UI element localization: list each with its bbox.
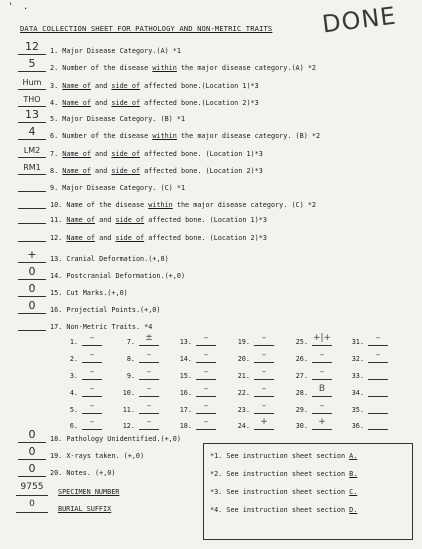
trait-number: 27. <box>295 372 308 380</box>
trait-number: 4. <box>69 389 78 397</box>
trait-line <box>82 345 102 346</box>
question-text-part: Cut Marks.(+,0) <box>66 289 128 297</box>
trait-item <box>126 350 159 365</box>
answer-line <box>18 313 46 314</box>
trait-line <box>368 345 388 346</box>
trait-line <box>312 379 332 380</box>
trait-item <box>351 404 388 416</box>
answer-value: 0 <box>28 265 36 278</box>
trait-item <box>69 401 102 416</box>
question-text-part: side of <box>111 167 141 175</box>
footnote-mark: *3. <box>210 488 227 496</box>
trait-line <box>196 429 216 430</box>
question-text-part: affected bone.(Location 2)*3 <box>140 99 259 107</box>
answer-line <box>18 174 46 175</box>
answer-value: 5 <box>28 57 36 70</box>
trait-item <box>179 367 216 382</box>
trait-item <box>295 333 332 348</box>
trait-item <box>69 384 102 399</box>
question-number: 8. <box>50 167 63 175</box>
answer-value: Hum <box>22 78 42 87</box>
question-text-part: side of <box>111 150 141 158</box>
answer-value: 0 <box>28 299 36 312</box>
question-number: 12. <box>50 234 67 242</box>
answer-value: 0 <box>28 428 36 441</box>
burial-suffix-line <box>16 512 48 513</box>
question-number: 1. <box>50 47 63 55</box>
footnote <box>210 452 357 460</box>
trait-number: 19. <box>237 338 250 346</box>
trait-number: 2. <box>69 355 78 363</box>
answer-line <box>18 208 46 209</box>
trait-mark: – <box>203 384 209 394</box>
trait-line <box>368 362 388 363</box>
trait-number: 6. <box>69 422 78 430</box>
trait-number: 13. <box>179 338 192 346</box>
trait-item <box>179 333 216 348</box>
question-text: 18. Pathology Unidentified.(+,0) <box>50 435 181 443</box>
trait-number: 31. <box>351 338 364 346</box>
trait-mark: – <box>89 417 95 427</box>
trait-item <box>179 384 216 399</box>
trait-line <box>368 379 388 380</box>
answer-line <box>18 54 46 55</box>
trait-number: 30. <box>295 422 308 430</box>
trait-mark: B <box>318 384 326 394</box>
answer-value: LM2 <box>23 146 41 155</box>
question-text <box>50 99 259 107</box>
answer-line <box>18 262 46 263</box>
answer-line <box>18 191 46 192</box>
question-number: 3. <box>50 82 63 90</box>
trait-item <box>351 333 388 348</box>
answer-line <box>18 106 46 107</box>
trait-item <box>351 420 388 432</box>
burial-suffix-label: BURIAL SUFFIX <box>58 505 112 513</box>
trait-mark: – <box>319 401 325 411</box>
trait-item <box>351 387 388 399</box>
trait-line <box>196 379 216 380</box>
question-text-part: Name of <box>62 150 91 158</box>
trait-mark: – <box>146 350 152 360</box>
question-text-part: side of <box>115 216 145 224</box>
trait-mark: – <box>203 367 209 377</box>
question-text-part: Cranial Deformation.(+,0) <box>66 255 169 263</box>
trait-mark: ± <box>145 333 153 343</box>
trait-number: 9. <box>126 372 135 380</box>
trait-number: 24. <box>237 422 250 430</box>
trait-line <box>254 396 274 397</box>
trait-line <box>254 429 274 430</box>
footnote-section: D. <box>349 506 358 514</box>
trait-item <box>237 384 274 399</box>
specimen-number-value: 9755 <box>20 482 44 492</box>
trait-item <box>126 367 159 382</box>
question-text <box>50 272 185 280</box>
trait-item <box>295 350 332 365</box>
question-text <box>50 184 185 192</box>
trait-line <box>312 345 332 346</box>
answer-value: RM1 <box>23 163 41 172</box>
trait-number: 10. <box>122 389 135 397</box>
trait-item <box>295 384 332 399</box>
question-text-part: side of <box>111 82 141 90</box>
answer-line <box>18 476 46 477</box>
pencil-ticks: ' . <box>8 2 31 12</box>
trait-number: 12. <box>122 422 135 430</box>
footnote <box>210 488 357 496</box>
trait-line <box>196 396 216 397</box>
trait-mark: – <box>89 333 95 343</box>
question-text-part: the major disease category.(A) *2 <box>176 64 317 72</box>
question-text-part: Major Disease Category. (C) *1 <box>62 184 186 192</box>
answer-line <box>18 157 46 158</box>
footnote-section: C. <box>349 488 358 496</box>
footnote-section: A. <box>349 452 358 460</box>
trait-line <box>82 429 102 430</box>
question-text-part: Name of <box>62 99 91 107</box>
question-text-part: within <box>152 132 177 140</box>
answer-value: THO <box>23 95 41 104</box>
question-text-part: Projectial Points.(+,0) <box>66 306 161 314</box>
trait-item <box>122 417 159 432</box>
question-text <box>50 167 263 175</box>
trait-number: 22. <box>237 389 250 397</box>
trait-mark: + <box>318 417 326 427</box>
answer-value: 12 <box>25 40 39 53</box>
question-text-part: Number of the disease <box>62 64 153 72</box>
question-text-part: Non-Metric Traits. *4 <box>66 323 153 331</box>
answer-line <box>18 279 46 280</box>
question-text-part: affected bone.(Location 1)*3 <box>140 82 259 90</box>
question-number: 14. <box>50 272 67 280</box>
question-number: 15. <box>50 289 67 297</box>
trait-item <box>69 417 102 432</box>
question-text <box>50 323 152 331</box>
trait-item <box>295 367 332 382</box>
answer-value: 0 <box>28 462 36 475</box>
trait-item <box>351 350 388 365</box>
trait-number: 20. <box>237 355 250 363</box>
trait-number: 7. <box>126 338 135 346</box>
trait-number: 21. <box>237 372 250 380</box>
trait-number: 11. <box>122 406 135 414</box>
question-text <box>50 64 316 72</box>
trait-number: 15. <box>179 372 192 380</box>
question-text-part: Name of <box>66 234 96 242</box>
question-text-part: the major disease category. (C) *2 <box>172 201 317 209</box>
trait-line <box>196 362 216 363</box>
footnote-section: B. <box>349 470 358 478</box>
trait-mark: – <box>89 401 95 411</box>
trait-item <box>179 417 216 432</box>
footnote-mark: *4. <box>210 506 227 514</box>
question-text-part: within <box>152 64 177 72</box>
trait-item <box>122 401 159 416</box>
trait-line <box>254 379 274 380</box>
question-number: 16. <box>50 306 67 314</box>
trait-mark: – <box>319 367 325 377</box>
question-number: 13. <box>50 255 67 263</box>
trait-item <box>237 417 274 432</box>
trait-number: 28. <box>295 389 308 397</box>
trait-line <box>254 362 274 363</box>
trait-mark: – <box>203 333 209 343</box>
specimen-number-label: SPECIMEN NUMBER <box>58 488 120 496</box>
trait-line <box>368 396 388 397</box>
trait-line <box>312 429 332 430</box>
specimen-number-line <box>16 495 48 496</box>
done-stamp: DONE <box>320 1 398 39</box>
question-text <box>50 47 181 55</box>
trait-mark: – <box>203 417 209 427</box>
trait-line <box>139 362 159 363</box>
trait-number: 17. <box>179 406 192 414</box>
trait-mark: – <box>146 367 152 377</box>
answer-line <box>18 122 46 123</box>
trait-mark: – <box>203 350 209 360</box>
answer-value: 4 <box>28 125 36 138</box>
question-number: 5. <box>50 115 63 123</box>
answer-line <box>18 296 46 297</box>
question-text-part: and <box>90 150 112 158</box>
trait-number: 3. <box>69 372 78 380</box>
trait-item <box>69 367 102 382</box>
trait-number: 35. <box>351 406 364 414</box>
footnote-text: See instruction sheet section <box>226 488 350 496</box>
question-text-part: Name of <box>66 216 96 224</box>
trait-mark: +|+ <box>312 333 332 343</box>
trait-mark: – <box>375 350 381 360</box>
question-text-part: Major Disease Category. (B) *1 <box>62 115 186 123</box>
trait-number: 34. <box>351 389 364 397</box>
question-text-part: affected bone. (Location 2)*3 <box>144 234 267 242</box>
trait-item <box>295 417 332 432</box>
trait-line <box>139 413 159 414</box>
trait-item <box>351 370 388 382</box>
trait-mark: – <box>146 384 152 394</box>
question-text-part: and <box>95 234 116 242</box>
question-text <box>50 132 320 140</box>
question-text-part: the major disease category. (B) *2 <box>176 132 321 140</box>
trait-mark: – <box>375 333 381 343</box>
question-text-part: Major Disease Category.(A) *1 <box>62 47 181 55</box>
trait-mark: – <box>146 401 152 411</box>
question-text-part: side of <box>111 99 141 107</box>
question-number: 4. <box>50 99 63 107</box>
question-text-part: Name of the disease <box>66 201 149 209</box>
footnote-text: See instruction sheet section <box>226 470 350 478</box>
trait-number: 18. <box>179 422 192 430</box>
footnote-mark: *2. <box>210 470 227 478</box>
trait-mark: + <box>260 417 268 427</box>
question-text-part: Number of the disease <box>62 132 153 140</box>
trait-item <box>237 350 274 365</box>
footnote <box>210 506 357 514</box>
answer-line <box>18 241 46 242</box>
question-text: 19. X-rays taken. (+,0) <box>50 452 145 460</box>
trait-line <box>254 413 274 414</box>
footnote <box>210 470 357 478</box>
trait-number: 14. <box>179 355 192 363</box>
question-text <box>50 115 185 123</box>
trait-mark: – <box>89 367 95 377</box>
answer-value: + <box>27 248 37 261</box>
trait-number: 29. <box>295 406 308 414</box>
trait-line <box>312 362 332 363</box>
burial-suffix-value: 0 <box>29 499 35 509</box>
question-text <box>50 289 128 297</box>
question-number: 6. <box>50 132 63 140</box>
trait-mark: – <box>319 350 325 360</box>
question-text-part: and <box>90 82 112 90</box>
trait-number: 16. <box>179 389 192 397</box>
answer-line <box>18 459 46 460</box>
trait-number: 26. <box>295 355 308 363</box>
trait-mark: – <box>261 350 267 360</box>
question-text <box>50 201 316 209</box>
trait-mark: – <box>261 333 267 343</box>
answer-line <box>18 139 46 140</box>
footnote-text: See instruction sheet section <box>226 452 350 460</box>
trait-number: 32. <box>351 355 364 363</box>
trait-item <box>179 401 216 416</box>
question-text <box>50 150 263 158</box>
trait-line <box>82 379 102 380</box>
question-number: 2. <box>50 64 63 72</box>
question-text-part: and <box>95 216 116 224</box>
trait-line <box>82 362 102 363</box>
question-text-part: Name of <box>62 167 91 175</box>
trait-line <box>82 413 102 414</box>
trait-item <box>237 367 274 382</box>
question-number: 7. <box>50 150 63 158</box>
question-text <box>50 234 267 242</box>
trait-line <box>139 396 159 397</box>
footnote-mark: *1. <box>210 452 227 460</box>
trait-line <box>82 396 102 397</box>
trait-number: 36. <box>351 422 364 430</box>
answer-line <box>18 442 46 443</box>
footnote-text: See instruction sheet section <box>226 506 350 514</box>
trait-item <box>295 401 332 416</box>
trait-number: 1. <box>69 338 78 346</box>
question-text-part: and <box>90 167 112 175</box>
trait-line <box>312 413 332 414</box>
answer-line <box>18 223 46 224</box>
question-text-part: affected bone. (Location 1)*3 <box>144 216 267 224</box>
trait-line <box>312 396 332 397</box>
trait-number: 8. <box>126 355 135 363</box>
trait-line <box>368 429 388 430</box>
question-number: 17. <box>50 323 67 331</box>
trait-item <box>179 350 216 365</box>
question-text <box>50 255 169 263</box>
trait-line <box>139 345 159 346</box>
answer-value: 13 <box>25 108 39 121</box>
question-text <box>50 306 161 314</box>
trait-mark: – <box>261 367 267 377</box>
question-text-part: side of <box>115 234 145 242</box>
trait-item <box>69 333 102 348</box>
question-text-part: affected bone. (Location 1)*3 <box>140 150 263 158</box>
trait-line <box>368 413 388 414</box>
question-number: 10. <box>50 201 67 209</box>
question-text-part: and <box>90 99 112 107</box>
trait-mark: – <box>203 401 209 411</box>
question-text-part: within <box>148 201 173 209</box>
trait-mark: – <box>89 350 95 360</box>
sheet-title: DATA COLLECTION SHEET FOR PATHOLOGY AND NON-METRIC TRAITS <box>20 24 273 33</box>
trait-line <box>254 345 274 346</box>
trait-item <box>126 333 159 348</box>
trait-mark: – <box>261 401 267 411</box>
trait-item <box>237 333 274 348</box>
trait-number: 25. <box>295 338 308 346</box>
question-text: 20. Notes. (+,0) <box>50 469 116 477</box>
question-text-part: Name of <box>62 82 91 90</box>
trait-number: 23. <box>237 406 250 414</box>
question-text-part: affected bone. (Location 2)*3 <box>140 167 263 175</box>
trait-item <box>237 401 274 416</box>
question-number: 11. <box>50 216 67 224</box>
answer-line <box>18 89 46 90</box>
answer-line <box>18 71 46 72</box>
trait-line <box>196 413 216 414</box>
question-text <box>50 216 267 224</box>
trait-number: 33. <box>351 372 364 380</box>
trait-line <box>196 345 216 346</box>
trait-line <box>139 429 159 430</box>
trait-number: 5. <box>69 406 78 414</box>
answer-value: 0 <box>28 445 36 458</box>
question-text-part: Postcranial Deformation.(+,0) <box>66 272 186 280</box>
trait-item <box>122 384 159 399</box>
trait-mark: – <box>146 417 152 427</box>
answer-line <box>18 330 46 331</box>
question-text <box>50 82 259 90</box>
trait-line <box>139 379 159 380</box>
trait-mark: – <box>89 384 95 394</box>
answer-value: 0 <box>28 282 36 295</box>
question-number: 9. <box>50 184 63 192</box>
trait-item <box>69 350 102 365</box>
trait-mark: – <box>261 384 267 394</box>
